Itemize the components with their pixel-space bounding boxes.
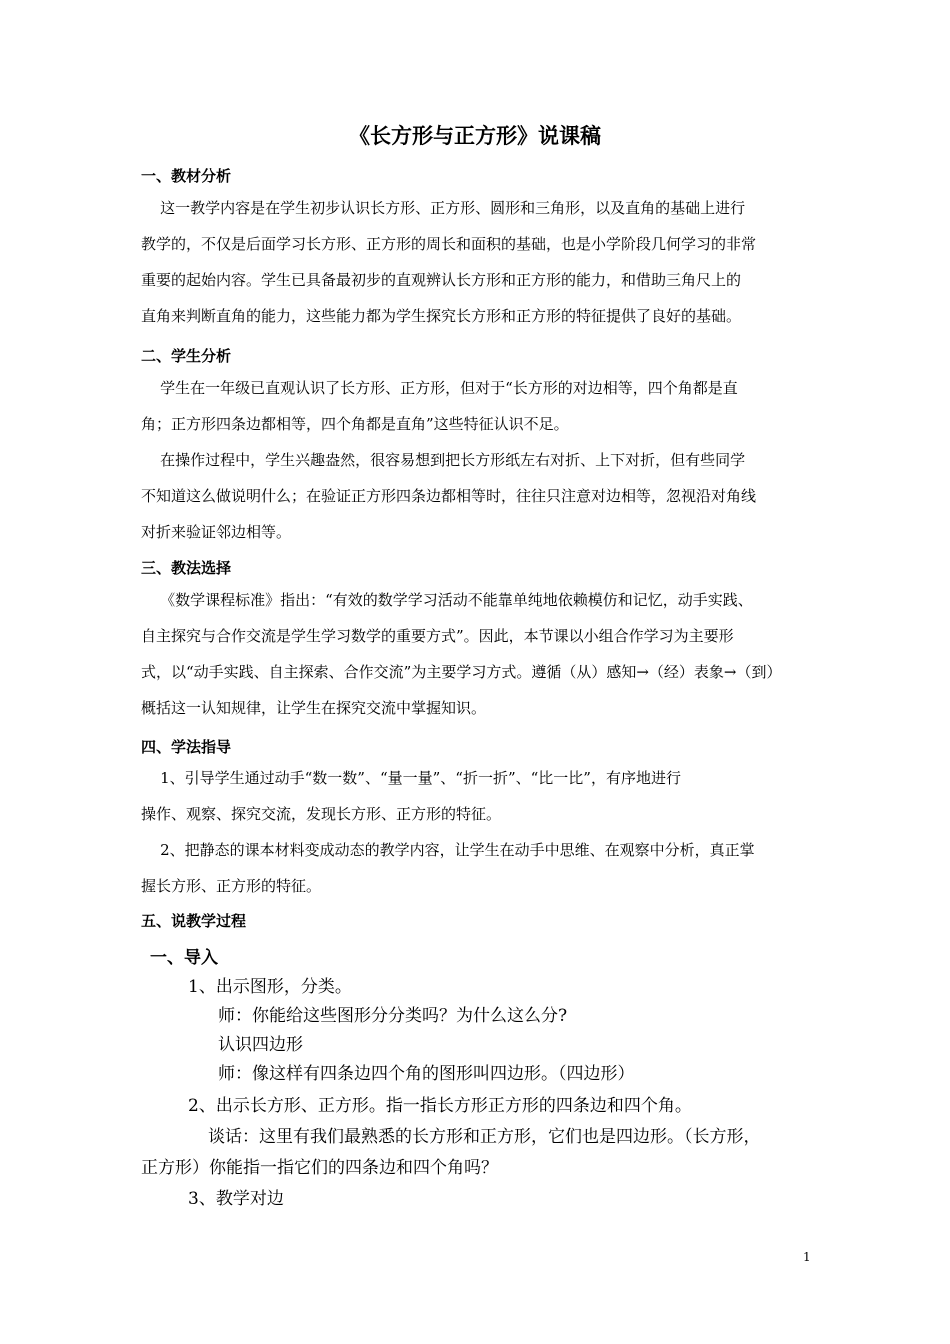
step-3: 3、教学对边 <box>188 1189 284 1209</box>
text-line: 对折来验证邻边相等。 <box>141 523 292 541</box>
teacher-line-2: 认识四边形 <box>218 1035 303 1055</box>
section-3-paragraph <box>141 582 811 726</box>
text-line: 式，以“动手实践、自主探索、合作交流”为主要学习方式。遵循（从）感知→（经）表象→（到） <box>141 663 782 681</box>
text-line: 概括这一认知规律，让学生在探究交流中掌握知识。 <box>141 699 487 717</box>
text-line: 操作、观察、探究交流，发现长方形、正方形的特征。 <box>141 805 502 823</box>
teacher-line-3: 师：像这样有四条边四个角的图形叫四边形。（四边形） <box>218 1064 635 1084</box>
text-line: 重要的起始内容。学生已具备最初步的直观辨认长方形和正方形的能力，和借助三角尺上的 <box>141 271 742 289</box>
document-title: 《长方形与正方形》说课稿 <box>349 124 601 148</box>
text-line: 角；正方形四条边都相等，四个角都是直角”这些特征认识不足。 <box>141 415 569 433</box>
section-1-paragraph <box>141 190 811 334</box>
section-heading-4: 四、学法指导 <box>141 738 232 756</box>
text-line: 2、把静态的课本材料变成动态的教学内容，让学生在动手中思维、在观察中分析，真正掌 <box>141 841 755 859</box>
step-2: 2、出示长方形、正方形。指一指长方形正方形的四条边和四个角。 <box>188 1096 692 1116</box>
section-heading-2: 二、学生分析 <box>141 347 232 365</box>
page-number: 1 <box>803 1250 811 1264</box>
section-heading-3: 三、教法选择 <box>141 559 232 577</box>
text-line: 握长方形、正方形的特征。 <box>141 877 322 895</box>
text-line: 1、引导学生通过动手“数一数”、“量一量”、“折一折”、“比一比”，有序地进行 <box>141 769 681 787</box>
text-line: 这一教学内容是在学生初步认识长方形、正方形、圆形和三角形，以及直角的基础上进行 <box>141 199 746 217</box>
talk-line-1: 谈话：这里有我们最熟悉的长方形和正方形，它们也是四边形。（长方形， <box>208 1127 761 1147</box>
text-line: 在操作过程中，学生兴趣盎然，很容易想到把长方形纸左右对折、上下对折，但有些同学 <box>141 451 746 469</box>
teacher-line-1: 师：你能给这些图形分分类吗？为什么这么分? <box>218 1006 568 1026</box>
text-line: 自主探究与合作交流是学生学习数学的重要方式”。因此，本节课以小组合作学习为主要形 <box>141 627 734 645</box>
text-line: 《数学课程标准》指出：“有效的数学学习活动不能靠单纯地依赖模仿和记忆，动手实践、 <box>141 591 753 609</box>
subsection-heading: 一、导入 <box>150 948 218 968</box>
talk-line-2: 正方形）你能指一指它们的四条边和四个角吗？ <box>141 1158 498 1178</box>
section-heading-5: 五、说教学过程 <box>141 912 247 930</box>
text-line: 不知道这么做说明什么；在验证正方形四条边都相等时，往往只注意对边相等，忽视沿对角线 <box>141 487 757 505</box>
step-1: 1、出示图形，分类。 <box>188 977 352 997</box>
text-line: 教学的，不仅是后面学习长方形、正方形的周长和面积的基础，也是小学阶段几何学习的非常 <box>141 235 757 253</box>
section-4-paragraph <box>141 760 811 904</box>
text-line: 学生在一年级已直观认识了长方形、正方形，但对于“长方形的对边相等，四个角都是直 <box>141 379 738 397</box>
section-heading-1: 一、教材分析 <box>141 167 232 185</box>
text-line: 直角来判断直角的能力，这些能力都为学生探究长方形和正方形的特征提供了良好的基础。 <box>141 307 742 325</box>
section-2-paragraph <box>141 370 811 550</box>
